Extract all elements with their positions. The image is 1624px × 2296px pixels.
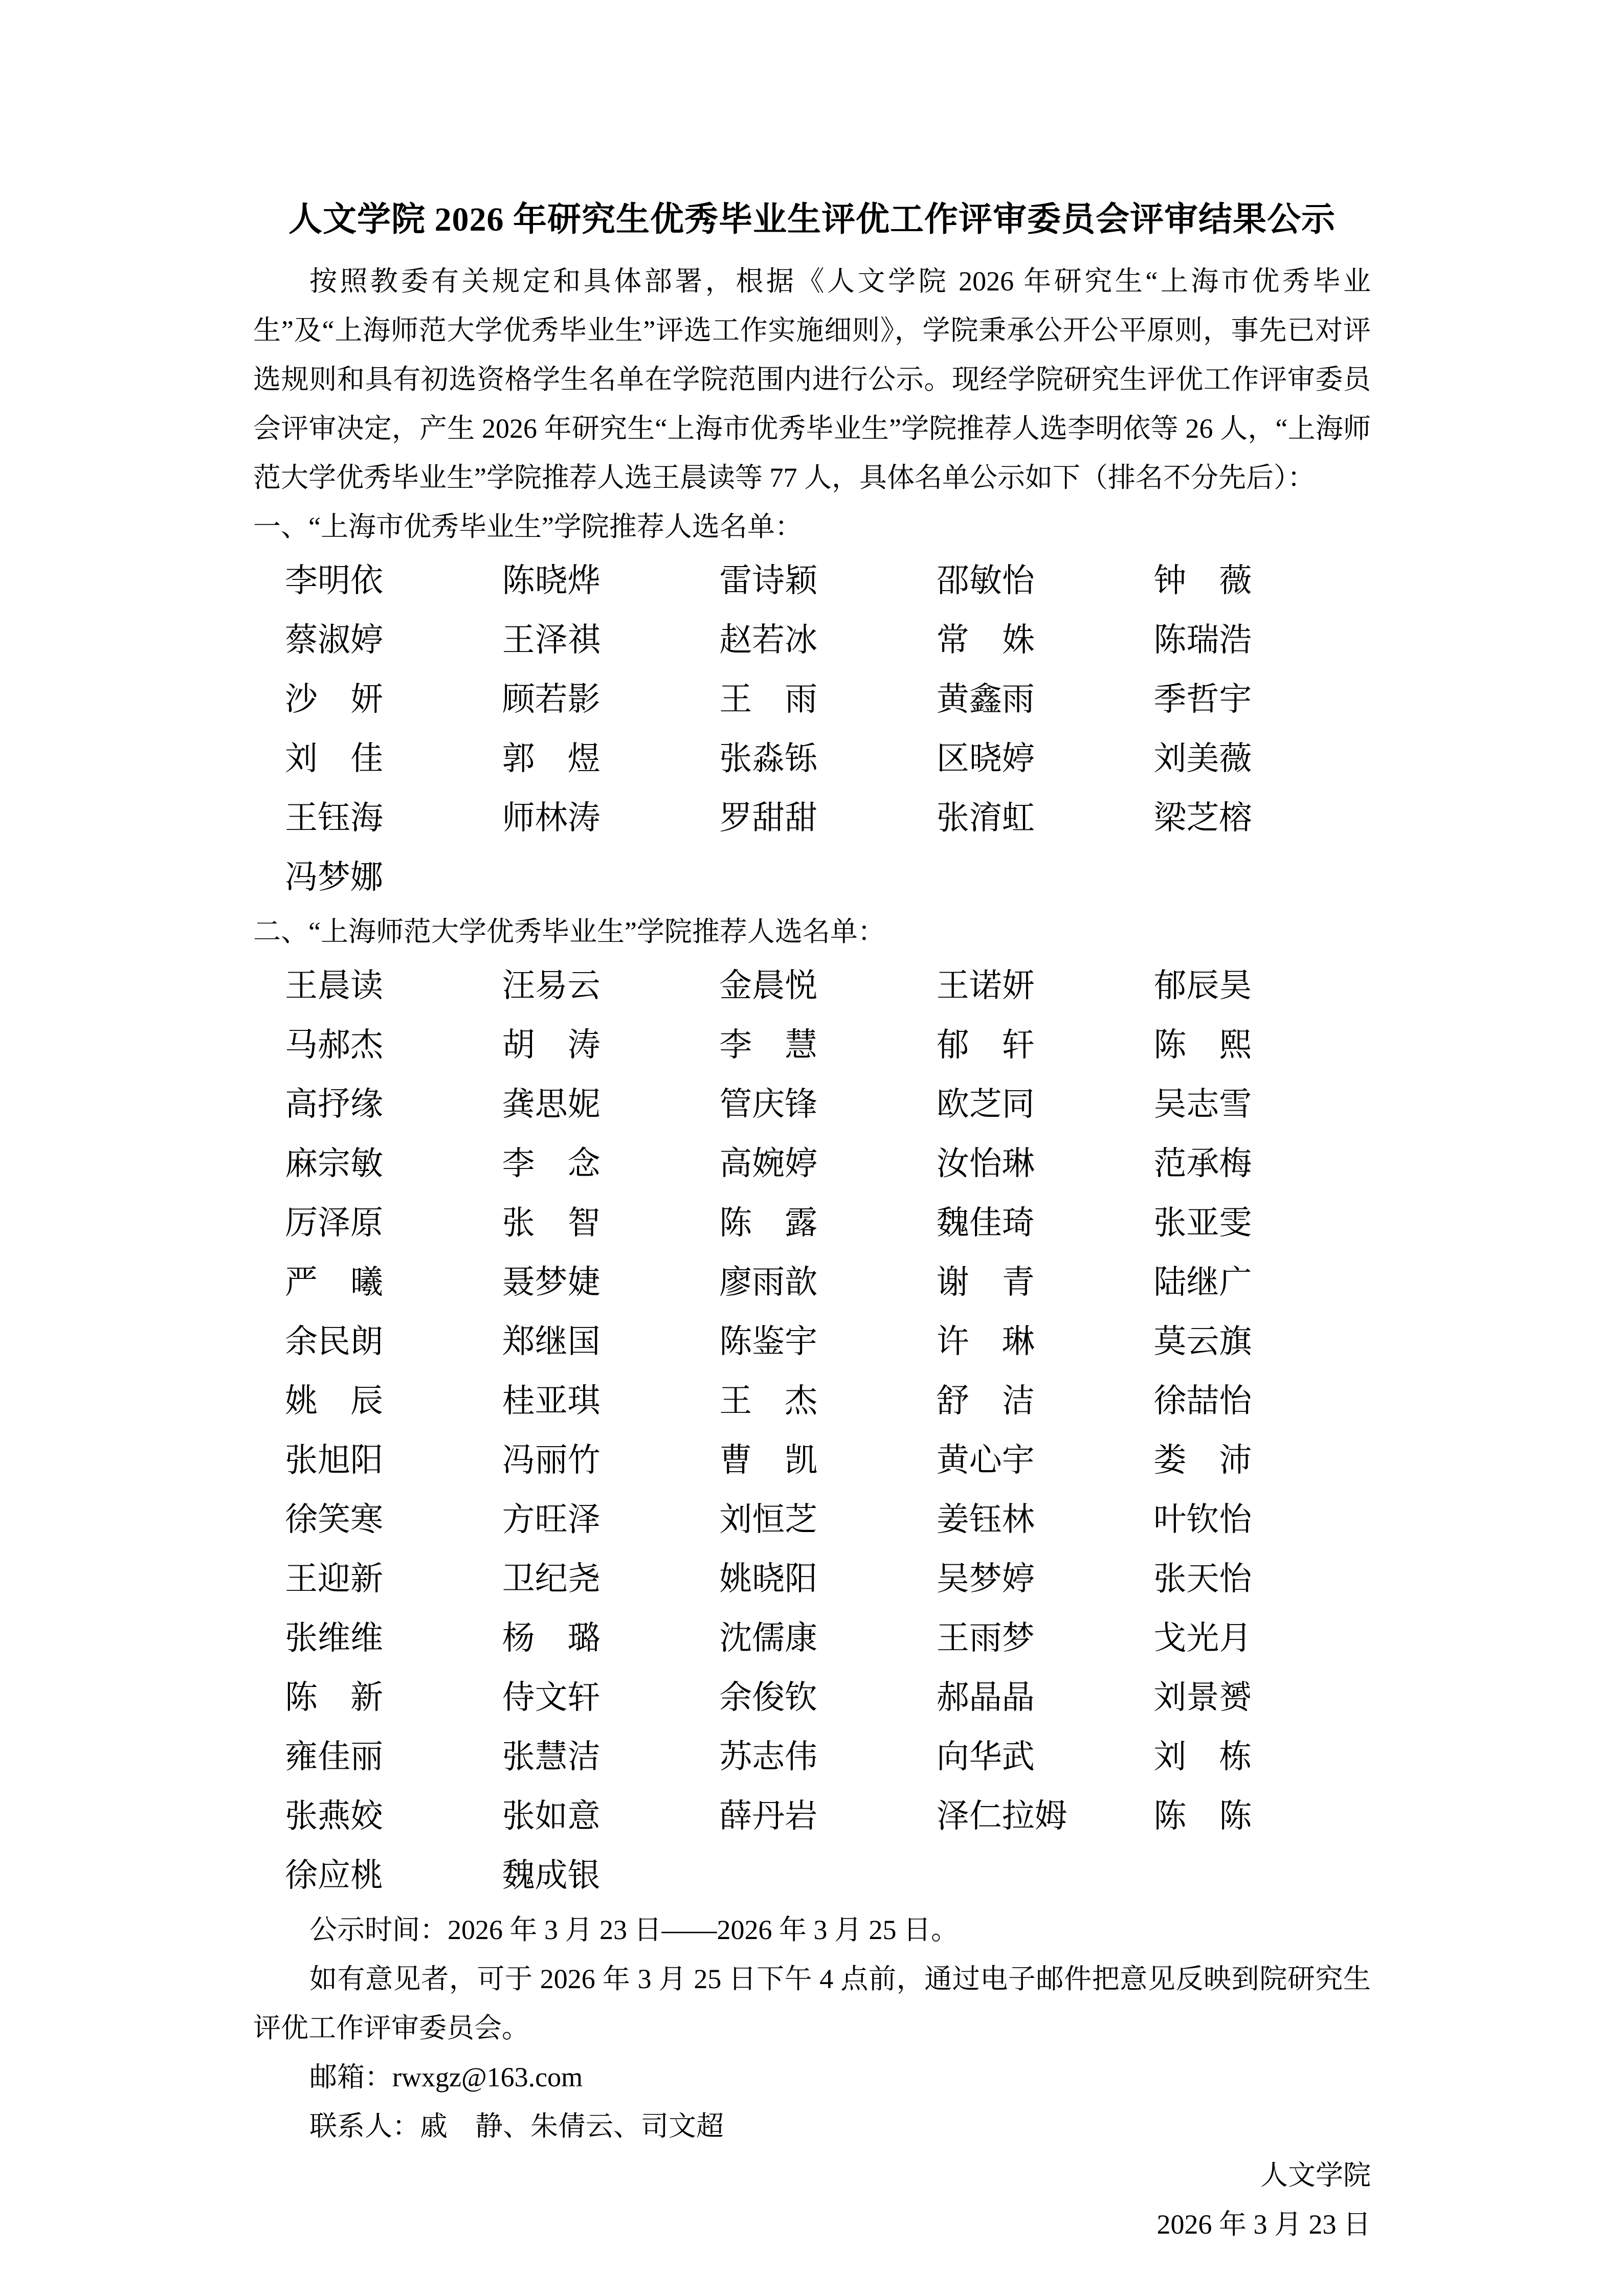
- name-list-item: 区晓婷: [936, 740, 1035, 777]
- name-list-item: 方旺泽: [502, 1501, 600, 1538]
- section-2-name-list: [253, 956, 1371, 1905]
- name-list-item: 陈瑞浩: [1153, 622, 1252, 658]
- name-list-item: 高婉婷: [719, 1145, 818, 1182]
- name-list-item: 刘景赟: [1153, 1679, 1252, 1716]
- name-list-item: 冯丽竹: [502, 1442, 600, 1478]
- name-list-item: 吴梦婷: [936, 1561, 1035, 1597]
- name-list-item: 陈 熙: [1153, 1027, 1252, 1063]
- name-list-item: 范承梅: [1153, 1145, 1252, 1182]
- name-list-item: 谢 青: [936, 1264, 1035, 1300]
- name-list-item: 泽仁拉姆: [936, 1798, 1067, 1834]
- name-list-item: 麻宗敏: [285, 1145, 383, 1182]
- publicity-period-line: 公示时间：2026 年 3 月 23 日——2026 年 3 月 25 日。: [309, 1915, 959, 1945]
- name-list-item: 罗甜甜: [719, 800, 818, 836]
- name-list-item: 雷诗颖: [719, 562, 818, 599]
- name-list-item: 刘 栋: [1153, 1739, 1252, 1775]
- name-list-item: 刘美薇: [1153, 740, 1252, 777]
- name-list-item: 严 曦: [285, 1264, 383, 1300]
- name-list-item: 王 杰: [719, 1383, 818, 1419]
- name-list-item: 马郝杰: [285, 1027, 383, 1063]
- name-list-item: 徐喆怡: [1153, 1383, 1252, 1419]
- name-list-item: 许 琳: [936, 1323, 1035, 1360]
- name-list-item: 张淼铄: [719, 740, 818, 777]
- name-list-item: 高抒缘: [285, 1086, 383, 1122]
- name-list-item: 薛丹岩: [719, 1798, 818, 1834]
- name-list-item: 张 智: [502, 1205, 600, 1241]
- name-list-item: 李 念: [502, 1145, 600, 1182]
- name-list-item: 蔡淑婷: [285, 622, 383, 658]
- name-list-item: 陆继广: [1153, 1264, 1252, 1300]
- name-list-item: 卫纪尧: [502, 1561, 600, 1597]
- name-list-item: 娄 沛: [1153, 1442, 1252, 1478]
- name-list-item: 吴志雪: [1153, 1086, 1252, 1122]
- name-list-item: 黄鑫雨: [936, 681, 1035, 717]
- feedback-paragraph: 如有意见者，可于 2026 年 3 月 25 日下午 4 点前，通过电子邮件把意见反映到院研究生评优工作评审委员会。: [253, 1964, 1371, 2043]
- name-list-item: 刘恒芝: [719, 1501, 818, 1538]
- section-2-heading: 二、“上海师范大学优秀毕业生”学院推荐人选名单：: [253, 916, 885, 947]
- signature-org: 人文学院: [1260, 2160, 1371, 2191]
- name-list-item: 王诺妍: [936, 967, 1035, 1004]
- name-list-item: 陈晓烨: [502, 562, 600, 599]
- name-list-item: 胡 涛: [502, 1027, 600, 1063]
- name-list-item: 雍佳丽: [285, 1739, 383, 1775]
- contacts-line: 联系人：戚 静、朱倩云、司文超: [309, 2111, 724, 2142]
- section-1-name-list: [253, 551, 1371, 907]
- name-list-item: 刘 佳: [285, 740, 383, 777]
- name-list-item: 陈鉴宇: [719, 1323, 818, 1360]
- name-list-item: 魏佳琦: [936, 1205, 1035, 1241]
- name-list-item: 余俊钦: [719, 1679, 818, 1716]
- name-list-item: 侍文轩: [502, 1679, 600, 1716]
- name-list-item: 赵若冰: [719, 622, 818, 658]
- name-list-item: 姚 辰: [285, 1383, 383, 1419]
- signature-date: 2026 年 3 月 23 日: [1156, 2209, 1371, 2240]
- name-list-item: 顾若影: [502, 681, 600, 717]
- name-list-item: 邵敏怡: [936, 562, 1035, 599]
- name-list-item: 陈 新: [285, 1679, 383, 1716]
- name-list-item: 戈光月: [1153, 1620, 1252, 1656]
- name-list-item: 王晨读: [285, 967, 383, 1004]
- name-list-item: 常 姝: [936, 622, 1035, 658]
- name-list-item: 余民朗: [285, 1323, 383, 1360]
- name-list-item: 张淯虹: [936, 800, 1035, 836]
- name-list-item: 姜钰林: [936, 1501, 1035, 1538]
- name-list-item: 姚晓阳: [719, 1561, 818, 1597]
- name-list-item: 苏志伟: [719, 1739, 818, 1775]
- name-list-item: 聂梦婕: [502, 1264, 600, 1300]
- name-list-item: 张燕姣: [285, 1798, 383, 1834]
- name-list-item: 舒 洁: [936, 1383, 1035, 1419]
- name-list-item: 王雨梦: [936, 1620, 1035, 1656]
- name-list-item: 季哲宇: [1153, 681, 1252, 717]
- name-list-item: 郁辰昊: [1153, 967, 1252, 1004]
- intro-paragraph: 按照教委有关规定和具体部署，根据《人文学院 2026 年研究生“上海市优秀毕业生”及“上海师范大学优秀毕业生”评选工作实施细则》，学院秉承公开公平原则，事先已对评选规则和具有初选资格学生名单在学院范围内进行公示。现经学院研究生评优工作评审委员会评审决定，产生 2026 年研究生“上海市优秀毕业生”学院推荐人选李明依等 26 人，“上海师范大学优秀毕业生”学院推荐人选王晨读等 77 人，具体名单公示如下（排名不分先后）：: [253, 266, 1371, 493]
- name-list-item: 曹 凯: [719, 1442, 818, 1478]
- name-list-item: 师林涛: [502, 800, 600, 836]
- email-line: 邮箱：rwxgz@163.com: [309, 2062, 583, 2092]
- name-list-item: 杨 璐: [502, 1620, 600, 1656]
- name-list-item: 叶钦怡: [1153, 1501, 1252, 1538]
- name-list-item: 陈 露: [719, 1205, 818, 1241]
- name-list-item: 廖雨歆: [719, 1264, 818, 1300]
- name-list-item: 王泽祺: [502, 622, 600, 658]
- name-list-item: 张旭阳: [285, 1442, 383, 1478]
- name-list-item: 冯梦娜: [285, 859, 383, 895]
- name-list-item: 徐应桃: [285, 1857, 383, 1894]
- name-list-item: 王钰海: [285, 800, 383, 836]
- name-list-item: 郭 煜: [502, 740, 600, 777]
- name-list-item: 向华武: [936, 1739, 1035, 1775]
- name-list-item: 张维维: [285, 1620, 383, 1656]
- name-list-item: 龚思妮: [502, 1086, 600, 1122]
- name-list-item: 钟 薇: [1153, 562, 1252, 599]
- name-list-item: 张慧洁: [502, 1739, 600, 1775]
- section-1-heading: 一、“上海市优秀毕业生”学院推荐人选名单：: [253, 511, 803, 542]
- name-list-item: 汝怡琳: [936, 1145, 1035, 1182]
- name-list-item: 王 雨: [719, 681, 818, 717]
- name-list-item: 莫云旗: [1153, 1323, 1252, 1360]
- name-list-item: 欧芝同: [936, 1086, 1035, 1122]
- name-list-item: 王迎新: [285, 1561, 383, 1597]
- name-list-item: 李明依: [285, 562, 383, 599]
- name-list-item: 张天怡: [1153, 1561, 1252, 1597]
- name-list-item: 郁 轩: [936, 1027, 1035, 1063]
- name-list-item: 李 慧: [719, 1027, 818, 1063]
- name-list-item: 徐笑寒: [285, 1501, 383, 1538]
- name-list-item: 金晨悦: [719, 967, 818, 1004]
- name-list-item: 郝晶晶: [936, 1679, 1035, 1716]
- name-list-item: 张亚雯: [1153, 1205, 1252, 1241]
- name-list-item: 厉泽原: [285, 1205, 383, 1241]
- name-list-item: 沙 妍: [285, 681, 383, 717]
- name-list-item: 魏成银: [502, 1857, 600, 1894]
- name-list-item: 管庆锋: [719, 1086, 818, 1122]
- name-list-item: 桂亚琪: [502, 1383, 600, 1419]
- name-list-item: 张如意: [502, 1798, 600, 1834]
- name-list-item: 陈 陈: [1153, 1798, 1252, 1834]
- name-list-item: 梁芝榕: [1153, 800, 1252, 836]
- name-list-item: 黄心宇: [936, 1442, 1035, 1478]
- name-list-item: 汪易云: [502, 967, 600, 1004]
- name-list-item: 沈儒康: [719, 1620, 818, 1656]
- page-title: 人文学院 2026 年研究生优秀毕业生评优工作评审委员会评审结果公示: [288, 201, 1336, 238]
- name-list-item: 郑继国: [502, 1323, 600, 1360]
